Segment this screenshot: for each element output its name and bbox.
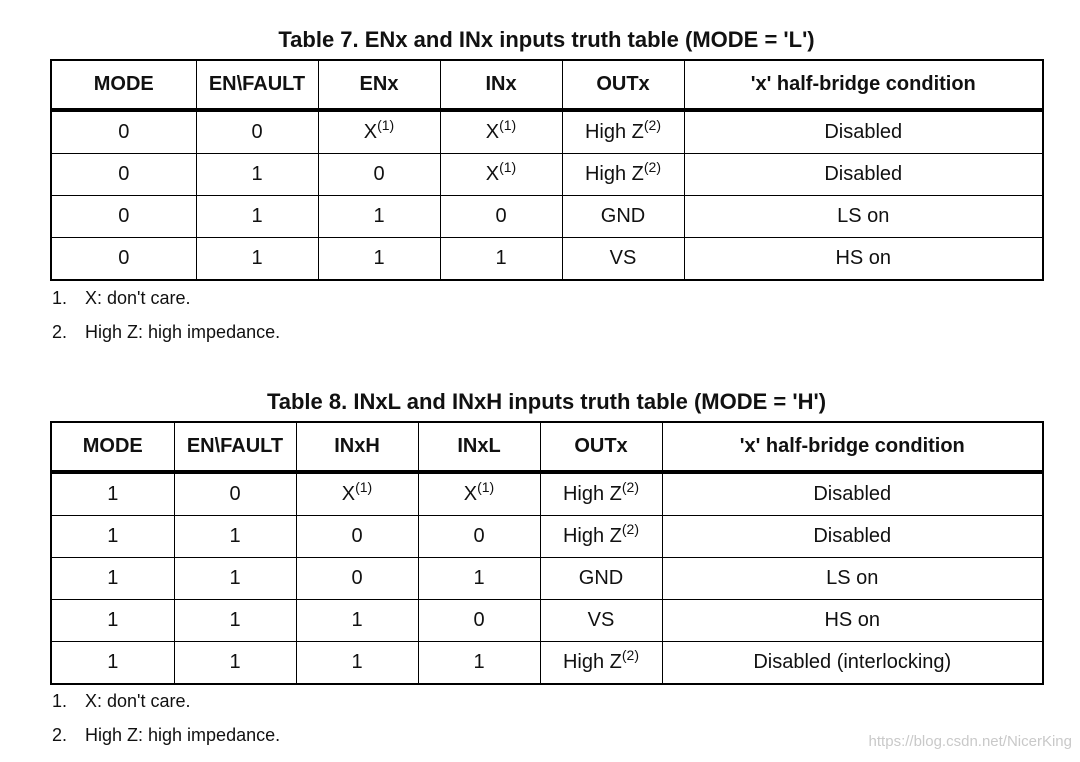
cell-value: 0 (118, 205, 130, 227)
footnote-text: X: don't care. (85, 288, 191, 308)
cell-value: 1 (351, 651, 363, 673)
cell-value: 1 (229, 567, 241, 589)
cell-value: High Z (584, 163, 644, 185)
table-cell (440, 196, 562, 238)
cell-value: 0 (351, 567, 363, 589)
table7-footnotes-2 (52, 322, 280, 342)
table8-footnote-1 (52, 691, 191, 711)
cell-value: High Z (562, 525, 622, 547)
table-cell (51, 642, 174, 685)
table7-header-inx: INx (440, 60, 562, 110)
table-cell (296, 516, 418, 558)
footnote-number: 2. (52, 725, 68, 745)
table7-header-en-fault: EN\FAULT (196, 60, 318, 110)
cell-value: X (485, 121, 500, 143)
cell-value: 1 (473, 651, 485, 673)
table-cell (296, 642, 418, 685)
footnote-ref: (2) (643, 159, 662, 175)
table-cell (684, 196, 1043, 238)
cell-value: 1 (107, 483, 119, 505)
table8-header-mode: MODE (51, 422, 174, 472)
cell-value: 0 (351, 525, 363, 547)
cell-value: 1 (495, 247, 507, 269)
footnote-ref: (2) (621, 647, 640, 663)
table-cell (51, 600, 174, 642)
table-cell (418, 600, 540, 642)
table-cell (318, 110, 440, 154)
table-cell (440, 238, 562, 281)
footnote-ref: (2) (621, 479, 640, 495)
table-row (51, 154, 1043, 196)
footnote-number: 1. (52, 288, 68, 308)
table-cell (562, 196, 684, 238)
table7-header-row (51, 60, 1043, 110)
table-cell (418, 516, 540, 558)
table-cell (562, 154, 684, 196)
cell-value: 0 (251, 121, 263, 143)
table-cell (296, 600, 418, 642)
table-cell (662, 558, 1043, 600)
cell-value: High Z (584, 121, 644, 143)
table7-header-enx: ENx (318, 60, 440, 110)
cell-value: 1 (107, 525, 119, 547)
cell-value: 1 (107, 567, 119, 589)
cell-value: 1 (229, 525, 241, 547)
footnote-ref: (1) (477, 479, 495, 495)
table8-header-en-fault: EN\FAULT (174, 422, 296, 472)
cell-value: HS on (835, 247, 892, 269)
cell-value: Disabled (824, 163, 903, 185)
table-row (51, 642, 1043, 685)
table-cell (174, 558, 296, 600)
cell-value: High Z (562, 483, 622, 505)
table-cell (684, 154, 1043, 196)
table8-header-condition: 'x' half-bridge condition (662, 422, 1043, 472)
footnote-number: 2. (52, 322, 68, 342)
table-cell (418, 472, 540, 516)
cell-value: 1 (473, 567, 485, 589)
table-cell (51, 238, 196, 281)
table8-footnote-2 (52, 725, 280, 745)
table-cell (51, 110, 196, 154)
cell-value: High Z (562, 651, 622, 673)
table-cell (318, 196, 440, 238)
cell-value: 0 (473, 609, 485, 631)
footnote-ref: (1) (355, 479, 373, 495)
table-cell (562, 110, 684, 154)
footnote-text: High Z: high impedance. (85, 322, 281, 342)
table-cell (440, 110, 562, 154)
cell-value: Disabled (813, 483, 892, 505)
cell-value: VS (609, 247, 637, 269)
table-cell (51, 472, 174, 516)
cell-value: GND (600, 205, 646, 227)
cell-value: 0 (118, 247, 130, 269)
cell-value: 1 (229, 651, 241, 673)
cell-value: 1 (251, 163, 263, 185)
table-row (51, 600, 1043, 642)
footnote-ref: (2) (621, 521, 640, 537)
cell-value: Disabled (interlocking) (753, 651, 952, 673)
table7-header-condition: 'x' half-bridge condition (684, 60, 1043, 110)
footnote-text: High Z: high impedance. (85, 725, 281, 745)
cell-value: X (485, 163, 500, 185)
table-row (51, 196, 1043, 238)
table-cell (540, 472, 662, 516)
table-cell (296, 558, 418, 600)
cell-value: X (341, 483, 356, 505)
table8 (50, 421, 1044, 685)
table-cell (196, 154, 318, 196)
footnote-number: 1. (52, 691, 68, 711)
table-row (51, 472, 1043, 516)
table-cell (540, 558, 662, 600)
cell-value: 0 (373, 163, 385, 185)
watermark: https://blog.csdn.net/NicerKing (868, 733, 1072, 750)
table-row (51, 516, 1043, 558)
table-cell (174, 472, 296, 516)
footnote-text: X: don't care. (85, 691, 191, 711)
table7-body (51, 110, 1043, 280)
cell-value: 1 (373, 247, 385, 269)
table-cell (540, 642, 662, 685)
table-cell (440, 154, 562, 196)
cell-value: 0 (118, 121, 130, 143)
cell-value: VS (587, 609, 615, 631)
table8-header-row (51, 422, 1043, 472)
table-cell (174, 600, 296, 642)
table7-footnotes (52, 288, 191, 308)
table8-footnotes (52, 691, 191, 711)
table-cell (684, 110, 1043, 154)
table-cell (318, 154, 440, 196)
table8-body (51, 472, 1043, 684)
table-cell (662, 516, 1043, 558)
table-cell (662, 472, 1043, 516)
table-row (51, 110, 1043, 154)
table8-header-inxh: INxH (296, 422, 418, 472)
footnote-ref: (1) (499, 159, 517, 175)
table8-footnotes-2 (52, 725, 280, 745)
table-cell (296, 472, 418, 516)
footnote-ref: (1) (499, 117, 517, 133)
table8-header-outx: OUTx (540, 422, 662, 472)
cell-value: 1 (107, 651, 119, 673)
table8-header-inxl: INxL (418, 422, 540, 472)
cell-value: Disabled (824, 121, 903, 143)
cell-value: Disabled (813, 525, 892, 547)
table-cell (196, 238, 318, 281)
table-cell (662, 600, 1043, 642)
table7-header-outx: OUTx (562, 60, 684, 110)
table-cell (418, 642, 540, 685)
cell-value: HS on (824, 609, 881, 631)
cell-value: 0 (118, 163, 130, 185)
table7-footnote-2 (52, 322, 280, 342)
cell-value: LS on (826, 567, 879, 589)
table-cell (418, 558, 540, 600)
table-cell (174, 516, 296, 558)
table-cell (540, 516, 662, 558)
table-cell (684, 238, 1043, 281)
table-cell (51, 196, 196, 238)
cell-value: GND (578, 567, 624, 589)
table-row (51, 558, 1043, 600)
table-cell (51, 516, 174, 558)
table-cell (662, 642, 1043, 685)
footnote-ref: (1) (377, 117, 395, 133)
cell-value: LS on (837, 205, 890, 227)
table-cell (51, 154, 196, 196)
cell-value: 1 (251, 205, 263, 227)
cell-value: X (463, 483, 478, 505)
cell-value: 1 (251, 247, 263, 269)
cell-value: 1 (107, 609, 119, 631)
table-cell (51, 558, 174, 600)
table-cell (562, 238, 684, 281)
cell-value: 0 (495, 205, 507, 227)
table-cell (196, 196, 318, 238)
table7-header-mode: MODE (51, 60, 196, 110)
table7-title: Table 7. ENx and INx inputs truth table (MODE = 'L') (278, 27, 815, 52)
table-row (51, 238, 1043, 281)
cell-value: 0 (473, 525, 485, 547)
table-cell (174, 642, 296, 685)
table7 (50, 59, 1044, 281)
table-cell (318, 238, 440, 281)
cell-value: X (363, 121, 378, 143)
table7-footnote-1 (52, 288, 191, 308)
table8-title: Table 8. INxL and INxH inputs truth table (MODE = 'H') (266, 389, 827, 414)
table-cell (540, 600, 662, 642)
table-cell (196, 110, 318, 154)
cell-value: 1 (373, 205, 385, 227)
footnote-ref: (2) (643, 117, 662, 133)
cell-value: 1 (229, 609, 241, 631)
cell-value: 0 (229, 483, 241, 505)
cell-value: 1 (351, 609, 363, 631)
